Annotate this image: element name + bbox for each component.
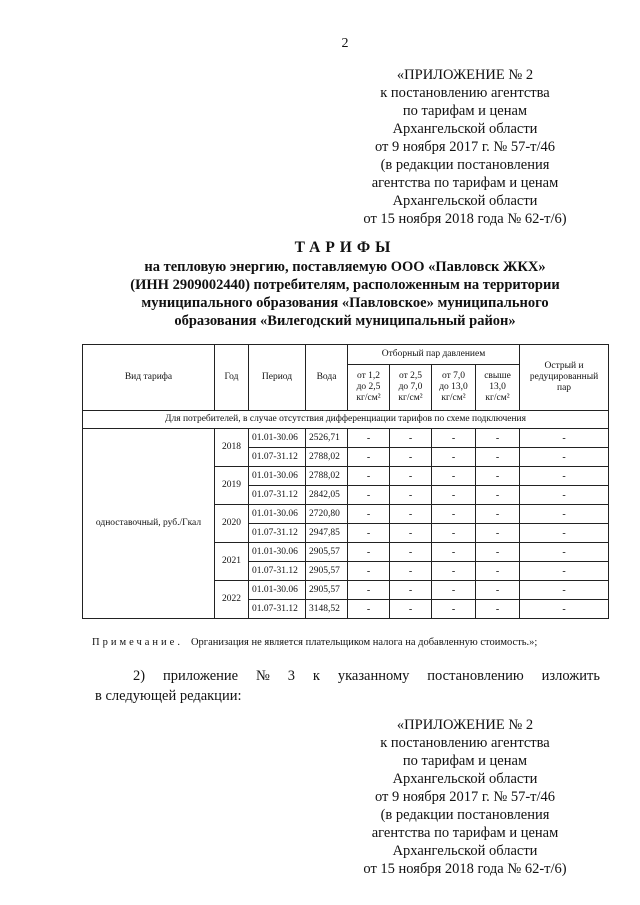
header-steam-4-line: кг/см² <box>485 393 510 403</box>
empty-value-cell: - <box>432 467 476 486</box>
appendix-line: Архангельской области <box>392 843 538 859</box>
header-sharp-steam: Острый и редуцированный пар <box>520 345 609 411</box>
water-value-cell: 2526,71 <box>306 429 348 448</box>
water-value-cell: 2720,80 <box>306 505 348 524</box>
period-cell: 01.07-31.12 <box>249 448 306 467</box>
empty-value-cell: - <box>520 562 609 581</box>
year-cell: 2022 <box>215 581 249 619</box>
empty-value-cell: - <box>432 581 476 600</box>
document-title <box>60 239 630 330</box>
period-cell: 01.01-30.06 <box>249 543 306 562</box>
year-cell: 2020 <box>215 505 249 543</box>
appendix-line: «ПРИЛОЖЕНИЕ № 2 <box>396 67 534 83</box>
empty-value-cell: - <box>476 524 520 543</box>
appendix-line: агентства по тарифам и ценам <box>371 825 559 841</box>
empty-value-cell: - <box>348 600 390 619</box>
empty-value-cell: - <box>390 524 432 543</box>
appendix-line: «ПРИЛОЖЕНИЕ № 2 <box>396 717 534 733</box>
header-water: Вода <box>306 345 348 411</box>
empty-value-cell: - <box>432 524 476 543</box>
empty-value-cell: - <box>348 543 390 562</box>
period-cell: 01.01-30.06 <box>249 505 306 524</box>
empty-value-cell: - <box>476 600 520 619</box>
empty-value-cell: - <box>520 600 609 619</box>
period-cell: 01.07-31.12 <box>249 562 306 581</box>
empty-value-cell: - <box>432 429 476 448</box>
empty-value-cell: - <box>520 543 609 562</box>
period-cell: 01.07-31.12 <box>249 486 306 505</box>
title-line: муниципального образования «Павловское» муниципального <box>141 295 549 311</box>
header-steam-2-line: до 7,0 <box>398 382 423 392</box>
appendix-line: агентства по тарифам и ценам <box>371 175 559 191</box>
period-cell: 01.01-30.06 <box>249 467 306 486</box>
empty-value-cell: - <box>348 581 390 600</box>
empty-value-cell: - <box>520 581 609 600</box>
header-steam-1-line: от 1,2 <box>356 371 381 381</box>
year-cell: 2019 <box>215 467 249 505</box>
water-value-cell: 2905,57 <box>306 562 348 581</box>
header-period: Период <box>249 345 306 411</box>
appendix-heading-top <box>330 66 600 228</box>
empty-value-cell: - <box>432 505 476 524</box>
appendix-line: по тарифам и ценам <box>402 753 528 769</box>
empty-value-cell: - <box>476 448 520 467</box>
appendix-line: (в редакции постановления <box>380 807 550 823</box>
table-subheader: Для потребителей, в случае отсутствия дифференциации тарифов по схеме подключения <box>83 411 609 429</box>
empty-value-cell: - <box>520 505 609 524</box>
period-cell: 01.01-30.06 <box>249 429 306 448</box>
appendix-line: Архангельской области <box>392 771 538 787</box>
paragraph-word: изложить <box>541 668 600 684</box>
empty-value-cell: - <box>432 600 476 619</box>
appendix-line: (в редакции постановления <box>380 157 550 173</box>
empty-value-cell: - <box>476 581 520 600</box>
header-steam-3-line: до 13,0 <box>439 382 468 392</box>
appendix-line: по тарифам и ценам <box>402 103 528 119</box>
water-value-cell: 3148,52 <box>306 600 348 619</box>
appendix-line: Архангельской области <box>392 193 538 209</box>
year-cell: 2018 <box>215 429 249 467</box>
appendix-line: от 15 ноября 2018 года № 62-т/6) <box>363 211 567 227</box>
paragraph-word: 3 <box>287 668 295 684</box>
header-steam-1-line: до 2,5 <box>356 382 381 392</box>
empty-value-cell: - <box>348 429 390 448</box>
header-steam-1-line: кг/см² <box>356 393 381 403</box>
title-line: образования «Вилегодский муниципальный район» <box>174 313 516 329</box>
title-line: на тепловую энергию, поставляемую ООО «Павловск ЖКХ» <box>144 259 546 275</box>
note-label: Примечание. <box>92 637 183 648</box>
paragraph-line-2: в следующей редакции: <box>95 688 242 704</box>
water-value-cell: 2905,57 <box>306 543 348 562</box>
period-cell: 01.07-31.12 <box>249 600 306 619</box>
water-value-cell: 2788,02 <box>306 467 348 486</box>
empty-value-cell: - <box>432 448 476 467</box>
paragraph-word: приложение <box>162 668 239 684</box>
paragraph-word: № <box>256 668 270 684</box>
empty-value-cell: - <box>476 543 520 562</box>
period-cell: 01.07-31.12 <box>249 524 306 543</box>
empty-value-cell: - <box>520 429 609 448</box>
header-steam-1 <box>348 365 390 411</box>
empty-value-cell: - <box>520 467 609 486</box>
empty-value-cell: - <box>390 562 432 581</box>
empty-value-cell: - <box>390 600 432 619</box>
empty-value-cell: - <box>390 486 432 505</box>
water-value-cell: 2788,02 <box>306 448 348 467</box>
header-steam-4 <box>476 365 520 411</box>
header-tariff-type: Вид тарифа <box>83 345 215 411</box>
header-steam-2 <box>390 365 432 411</box>
empty-value-cell: - <box>348 505 390 524</box>
empty-value-cell: - <box>348 486 390 505</box>
appendix-line: от 15 ноября 2018 года № 62-т/6) <box>363 861 567 877</box>
empty-value-cell: - <box>432 486 476 505</box>
header-steam-2-line: кг/см² <box>398 393 423 403</box>
empty-value-cell: - <box>348 562 390 581</box>
header-steam-group: Отборный пар давлением <box>348 345 520 365</box>
tariff-type-cell: одноставочный, руб./Гкал <box>83 429 215 619</box>
header-steam-3-line: кг/см² <box>441 393 466 403</box>
empty-value-cell: - <box>390 543 432 562</box>
amendment-paragraph <box>95 666 600 706</box>
empty-value-cell: - <box>476 505 520 524</box>
appendix-line: от 9 ноября 2017 г. № 57-т/46 <box>374 139 556 155</box>
empty-value-cell: - <box>390 448 432 467</box>
header-year: Год <box>215 345 249 411</box>
header-steam-3 <box>432 365 476 411</box>
empty-value-cell: - <box>520 448 609 467</box>
empty-value-cell: - <box>520 486 609 505</box>
empty-value-cell: - <box>390 505 432 524</box>
paragraph-word: постановлению <box>427 668 524 684</box>
paragraph-word: указанному <box>337 668 410 684</box>
table-row <box>83 429 609 448</box>
appendix-heading-bottom <box>330 716 600 878</box>
year-cell: 2021 <box>215 543 249 581</box>
page-number: 2 <box>341 36 349 51</box>
paragraph-word: к <box>312 668 320 684</box>
appendix-line: к постановлению агентства <box>380 85 550 101</box>
empty-value-cell: - <box>476 486 520 505</box>
period-cell: 01.01-30.06 <box>249 581 306 600</box>
header-steam-3-line: от 7,0 <box>441 371 466 381</box>
empty-value-cell: - <box>476 429 520 448</box>
header-steam-2-line: от 2,5 <box>398 371 423 381</box>
title-main: ТАРИФЫ <box>294 239 396 256</box>
header-steam-4-line: 13,0 <box>489 382 506 392</box>
water-value-cell: 2947,85 <box>306 524 348 543</box>
empty-value-cell: - <box>390 467 432 486</box>
appendix-line: к постановлению агентства <box>380 735 550 751</box>
water-value-cell: 2905,57 <box>306 581 348 600</box>
water-value-cell: 2842,05 <box>306 486 348 505</box>
appendix-line: от 9 ноября 2017 г. № 57-т/46 <box>374 789 556 805</box>
empty-value-cell: - <box>432 543 476 562</box>
tariff-table <box>82 344 609 619</box>
paragraph-word: 2) <box>133 668 146 684</box>
title-line: (ИНН 2909002440) потребителям, расположенным на территории <box>130 277 560 293</box>
note-text: Организация не является плательщиком налога на добавленную стоимость.»; <box>190 637 538 648</box>
empty-value-cell: - <box>390 581 432 600</box>
footnote <box>92 637 537 648</box>
empty-value-cell: - <box>348 524 390 543</box>
header-steam-4-line: свыше <box>484 371 511 381</box>
appendix-line: Архангельской области <box>392 121 538 137</box>
paragraph-line-1 <box>95 666 600 686</box>
empty-value-cell: - <box>432 562 476 581</box>
empty-value-cell: - <box>348 448 390 467</box>
empty-value-cell: - <box>476 562 520 581</box>
empty-value-cell: - <box>348 467 390 486</box>
empty-value-cell: - <box>476 467 520 486</box>
empty-value-cell: - <box>390 429 432 448</box>
empty-value-cell: - <box>520 524 609 543</box>
